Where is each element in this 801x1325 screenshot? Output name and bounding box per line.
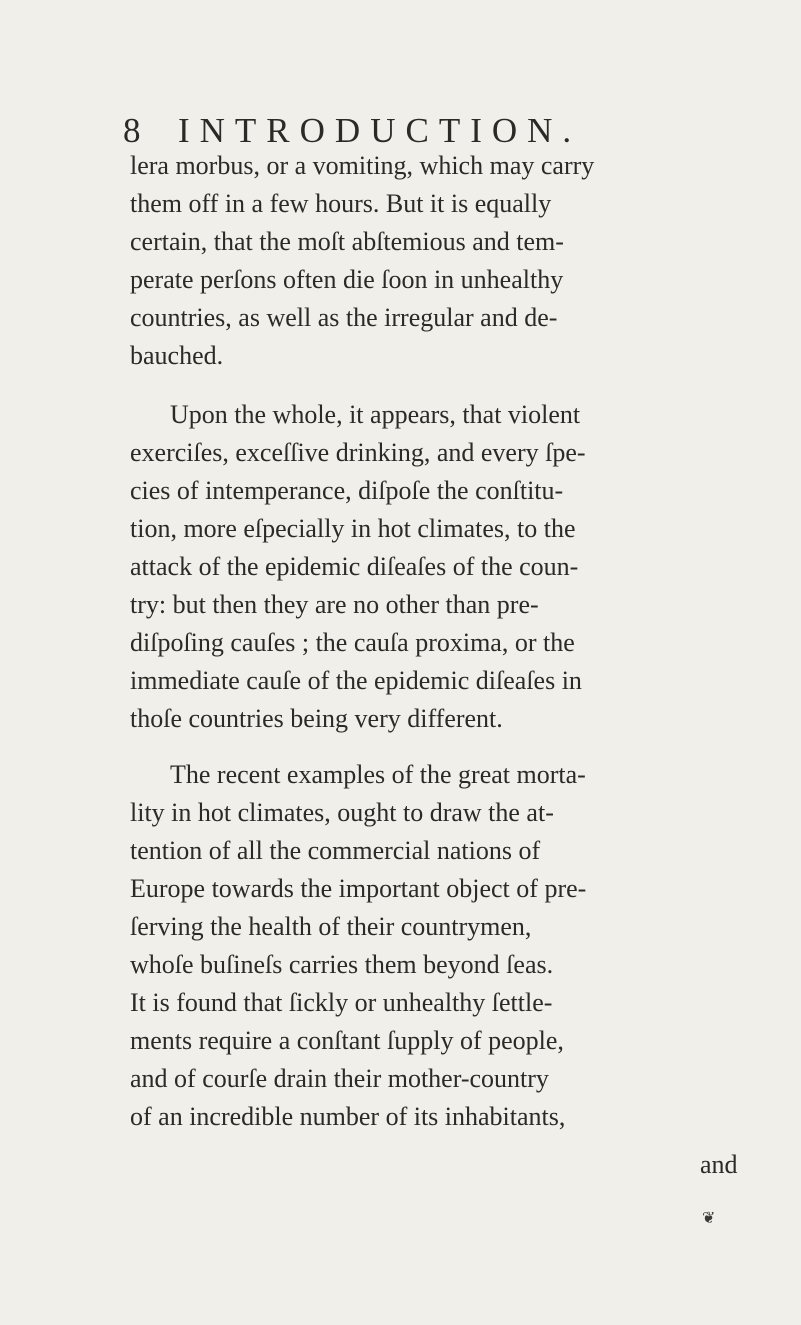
text-line: attack of the epidemic diſeaſes of the coun- [130,552,579,581]
text-line: Europe towards the important object of pre- [130,874,587,903]
text-line: of an incredible number of its inhabitants, [130,1102,566,1131]
catchword: and [700,1150,738,1179]
text-line: thoſe countries being very different. [130,704,503,733]
text-line: ments require a conſtant ſupply of people, [130,1026,564,1055]
text-line: countries, as well as the irregular and de- [130,303,558,332]
text-line: tion, more eſpecially in hot climates, to the [130,514,576,543]
text-line: lera morbus, or a vomiting, which may carry [130,151,595,180]
text-line: ſerving the health of their countrymen, [130,912,532,941]
text-line: immediate cauſe of the epidemic diſeaſes in [130,666,582,695]
text-line: tention of all the commercial nations of [130,836,541,865]
text-line: Upon the whole, it appears, that violent [170,400,581,429]
text-line: and of courſe drain their mother-country [130,1064,549,1093]
text-line: diſpoſing cauſes ; the cauſa proxima, or the [130,628,575,657]
text-line: bauched. [130,341,224,370]
page-number: 8 [123,111,141,150]
text-line: try: but then they are no other than pre- [130,590,539,619]
text-line: them off in a few hours. But it is equally [130,189,552,218]
fleuron-icon: ❦ [702,1208,716,1227]
text-line: The recent examples of the great morta- [170,760,586,789]
text-line: certain, that the moſt abſtemious and tem- [130,227,564,256]
text-line: exerciſes, exceſſive drinking, and every ſpe- [130,438,586,467]
running-title: INTRODUCTION. [178,111,582,150]
text-line: lity in hot climates, ought to draw the at- [130,798,554,827]
text-line: perate perſons often die ſoon in unhealthy [130,265,564,294]
text-line: cies of intemperance, diſpoſe the conſtitu- [130,476,564,505]
text-line: whoſe buſineſs carries them beyond ſeas. [130,950,554,979]
text-line: It is found that ſickly or unhealthy ſettle- [130,988,553,1017]
